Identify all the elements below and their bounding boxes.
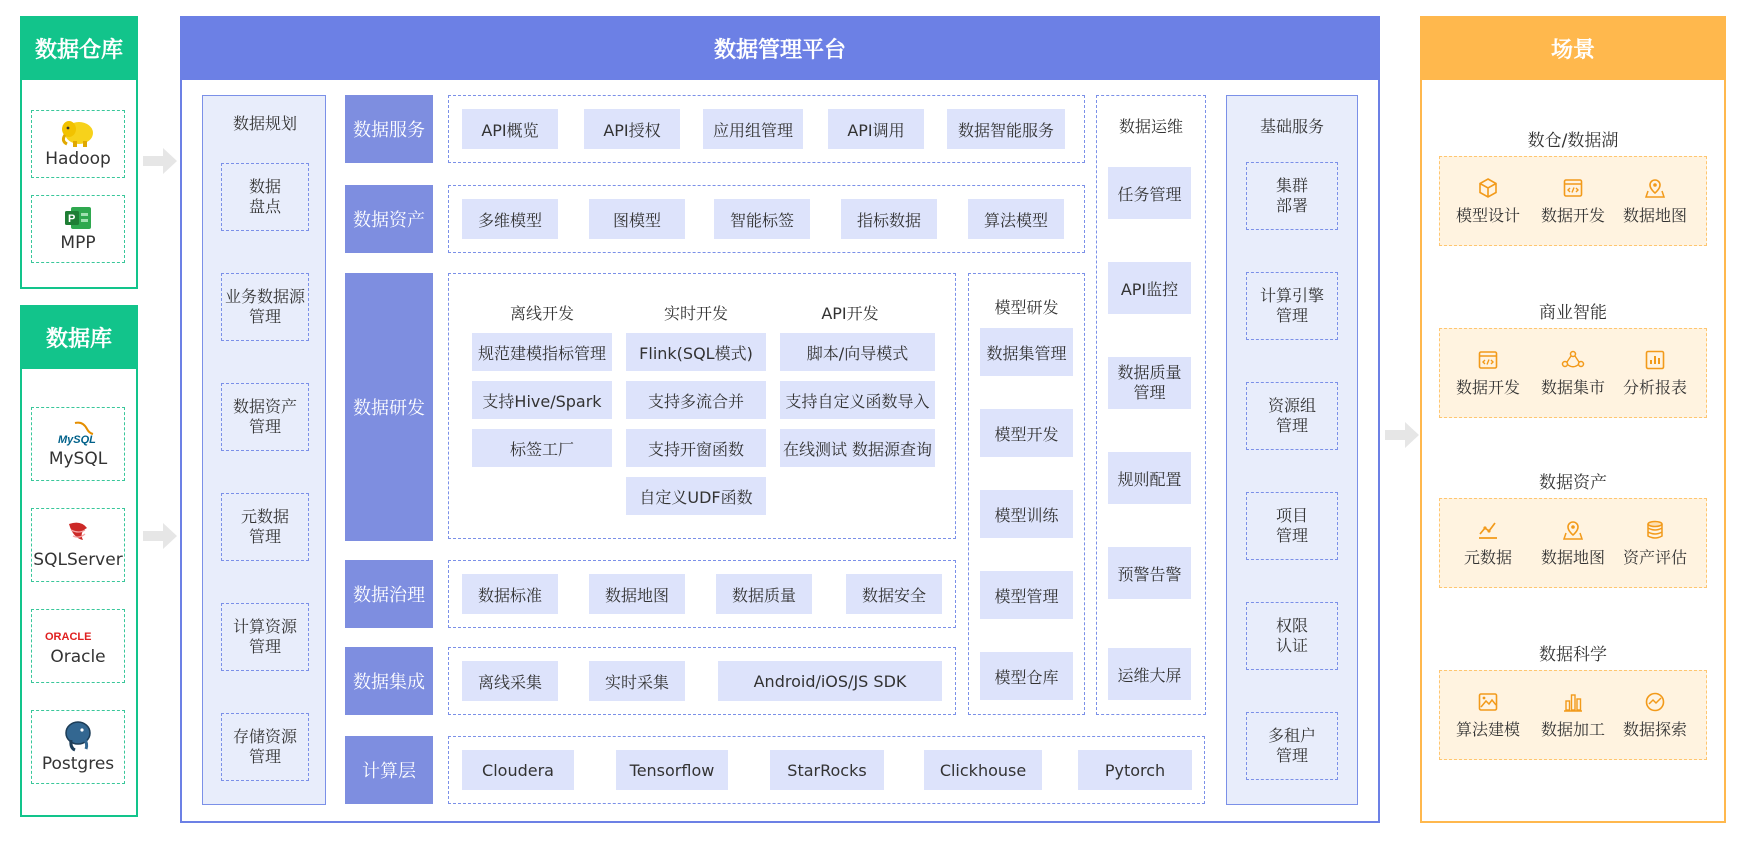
api-dev-title: API开发 bbox=[821, 303, 879, 323]
oracle-logo-icon bbox=[43, 625, 113, 645]
mpp-icon bbox=[63, 205, 93, 231]
planning-item-data-asset[interactable]: 数据资产 管理 bbox=[221, 383, 309, 451]
chip-multi-stream[interactable]: 支持多流合并 bbox=[626, 381, 766, 419]
scene-item-metadata[interactable]: 元数据 bbox=[1450, 512, 1526, 574]
scenes-title: 场景 bbox=[1420, 16, 1726, 80]
chip-hive-spark[interactable]: 支持Hive/Spark bbox=[472, 381, 612, 419]
sqlserver-icon bbox=[63, 520, 93, 548]
map-pin-icon bbox=[1644, 177, 1666, 199]
ops-item-api-monitor[interactable]: API监控 bbox=[1108, 262, 1191, 314]
offline-dev-title: 离线开发 bbox=[509, 303, 574, 323]
scene-item-model-design[interactable]: 模型设计 bbox=[1450, 170, 1526, 232]
arrow-platform-to-scenes-icon bbox=[1385, 420, 1421, 450]
hadoop-card[interactable] bbox=[31, 110, 125, 178]
model-dev-title: 模型研发 bbox=[994, 297, 1059, 317]
scene-group-title-asset: 数据资产 bbox=[1539, 472, 1607, 493]
chip-custom-udf[interactable]: 自定义UDF函数 bbox=[626, 477, 766, 515]
chip-graph-model[interactable]: 图模型 bbox=[589, 199, 685, 239]
code-window-icon bbox=[1562, 177, 1584, 199]
oracle-card[interactable] bbox=[31, 609, 125, 683]
ops-item-quality[interactable]: 数据质量 管理 bbox=[1108, 357, 1191, 409]
scene-item-asset-eval[interactable]: 资产评估 bbox=[1617, 512, 1693, 574]
svg-text:MySQL: MySQL bbox=[58, 434, 96, 446]
mpp-label: MPP bbox=[60, 233, 96, 253]
chip-data-quality[interactable]: 数据质量 bbox=[716, 574, 812, 614]
sqlserver-card[interactable] bbox=[31, 508, 125, 582]
model-item-dataset[interactable]: 数据集管理 bbox=[980, 328, 1073, 376]
base-service-title: 基础服务 bbox=[1259, 116, 1324, 136]
base-item-multitenant[interactable]: 多租户 管理 bbox=[1246, 712, 1338, 780]
scene-item-data-map-2[interactable]: 数据地图 bbox=[1535, 512, 1611, 574]
planning-title: 数据规划 bbox=[232, 113, 297, 133]
chip-multidim-model[interactable]: 多维模型 bbox=[462, 199, 558, 239]
database-title: 数据库 bbox=[20, 305, 138, 369]
arrow-warehouse-to-platform-icon bbox=[143, 146, 179, 176]
planning-item-inventory[interactable]: 数据 盘点 bbox=[221, 163, 309, 231]
base-item-project[interactable]: 项目 管理 bbox=[1246, 492, 1338, 560]
scene-item-data-processing[interactable]: 数据加工 bbox=[1535, 684, 1611, 746]
chip-api-call[interactable]: API调用 bbox=[828, 109, 924, 149]
chip-tensorflow[interactable]: Tensorflow bbox=[616, 750, 728, 790]
chip-online-test-query[interactable]: 在线测试 数据源查询 bbox=[780, 429, 935, 467]
scene-item-data-dev-2[interactable]: 数据开发 bbox=[1450, 342, 1526, 404]
scene-item-report[interactable]: 分析报表 bbox=[1617, 342, 1693, 404]
chip-cloudera[interactable]: Cloudera bbox=[462, 750, 574, 790]
gauge-icon bbox=[1644, 691, 1666, 713]
map-pin-icon bbox=[1562, 519, 1584, 541]
category-data-service: 数据服务 bbox=[345, 95, 433, 163]
chip-app-group[interactable]: 应用组管理 bbox=[703, 109, 803, 149]
postgres-label: Postgres bbox=[41, 754, 115, 774]
base-item-engine[interactable]: 计算引擎 管理 bbox=[1246, 272, 1338, 340]
chip-flink-sql[interactable]: Flink(SQL模式) bbox=[626, 333, 766, 371]
scene-group-title-warehouse-lake: 数仓/数据湖 bbox=[1527, 130, 1619, 151]
code-window-icon bbox=[1477, 349, 1499, 371]
arrow-database-to-platform-icon bbox=[143, 521, 179, 551]
chip-pytorch[interactable]: Pytorch bbox=[1078, 750, 1192, 790]
database-panel bbox=[20, 305, 138, 817]
bar-report-icon bbox=[1644, 349, 1666, 371]
platform-title: 数据管理平台 bbox=[180, 16, 1380, 80]
sqlserver-label: SQLServer bbox=[33, 550, 123, 570]
planning-item-compute-resource[interactable]: 计算资源 管理 bbox=[221, 603, 309, 671]
oracle-label: Oracle bbox=[50, 647, 106, 667]
mpp-card[interactable] bbox=[31, 195, 125, 263]
chip-data-map[interactable]: 数据地图 bbox=[589, 574, 685, 614]
model-item-repository[interactable]: 模型仓库 bbox=[980, 652, 1073, 700]
ops-item-task[interactable]: 任务管理 bbox=[1108, 167, 1191, 219]
coin-stack-icon bbox=[1644, 519, 1666, 541]
ops-item-dashboard[interactable]: 运维大屏 bbox=[1108, 648, 1191, 700]
postgres-card[interactable] bbox=[31, 710, 125, 784]
base-item-permission[interactable]: 权限 认证 bbox=[1246, 602, 1338, 670]
chip-data-security[interactable]: 数据安全 bbox=[846, 574, 942, 614]
chip-smart-tag[interactable]: 智能标签 bbox=[714, 199, 810, 239]
chip-custom-function-import[interactable]: 支持自定义函数导入 bbox=[780, 381, 935, 419]
mysql-dolphin-icon bbox=[55, 419, 101, 447]
model-item-manage[interactable]: 模型管理 bbox=[980, 571, 1073, 619]
scene-item-algorithm-modeling[interactable]: 算法建模 bbox=[1450, 684, 1526, 746]
metadata-icon bbox=[1477, 519, 1499, 541]
ops-item-alert[interactable]: 预警告警 bbox=[1108, 547, 1191, 599]
category-data-asset: 数据资产 bbox=[345, 185, 433, 253]
chip-data-standard[interactable]: 数据标准 bbox=[462, 574, 558, 614]
chip-algorithm-model[interactable]: 算法模型 bbox=[968, 199, 1064, 239]
network-icon bbox=[1561, 349, 1585, 371]
scene-item-data-dev[interactable]: 数据开发 bbox=[1535, 170, 1611, 232]
scene-group-title-science: 数据科学 bbox=[1539, 644, 1607, 665]
category-data-integration: 数据集成 bbox=[345, 647, 433, 715]
svg-text:ORACLE: ORACLE bbox=[45, 631, 92, 643]
planning-column bbox=[202, 95, 326, 805]
warehouse-panel bbox=[20, 16, 138, 289]
mysql-card[interactable] bbox=[31, 407, 125, 481]
cube-icon bbox=[1477, 177, 1499, 199]
image-chart-icon bbox=[1477, 691, 1499, 713]
chip-data-intelligence[interactable]: 数据智能服务 bbox=[947, 109, 1065, 149]
hadoop-elephant-icon bbox=[59, 119, 97, 147]
hadoop-label: Hadoop bbox=[45, 149, 111, 169]
planning-item-business-source[interactable]: 业务数据源 管理 bbox=[221, 273, 309, 341]
ops-title: 数据运维 bbox=[1118, 116, 1183, 136]
chip-starrocks[interactable]: StarRocks bbox=[770, 750, 884, 790]
scene-item-data-mart[interactable]: 数据集市 bbox=[1535, 342, 1611, 404]
chip-offline-collect[interactable]: 离线采集 bbox=[462, 661, 558, 701]
chip-sdk[interactable]: Android/iOS/JS SDK bbox=[718, 661, 942, 701]
warehouse-title: 数据仓库 bbox=[20, 16, 138, 80]
planning-item-metadata[interactable]: 元数据 管理 bbox=[221, 493, 309, 561]
category-data-governance: 数据治理 bbox=[345, 560, 433, 628]
base-item-resource-group[interactable]: 资源组 管理 bbox=[1246, 382, 1338, 450]
realtime-dev-title: 实时开发 bbox=[663, 303, 728, 323]
ops-item-rules[interactable]: 规则配置 bbox=[1108, 452, 1191, 504]
category-compute-layer: 计算层 bbox=[345, 736, 433, 804]
chip-realtime-collect[interactable]: 实时采集 bbox=[589, 661, 685, 701]
chip-script-wizard[interactable]: 脚本/向导模式 bbox=[780, 333, 935, 371]
mysql-label: MySQL bbox=[48, 449, 108, 469]
planning-item-storage-resource[interactable]: 存储资源 管理 bbox=[221, 713, 309, 781]
model-item-train[interactable]: 模型训练 bbox=[980, 490, 1073, 538]
postgres-elephant-icon bbox=[61, 720, 95, 752]
svg-text:P: P bbox=[68, 213, 76, 225]
chip-api-authorize[interactable]: API授权 bbox=[584, 109, 680, 149]
chip-tag-factory[interactable]: 标签工厂 bbox=[472, 429, 612, 467]
model-item-develop[interactable]: 模型开发 bbox=[980, 409, 1073, 457]
chip-metric-data[interactable]: 指标数据 bbox=[841, 199, 937, 239]
chip-api-overview[interactable]: API概览 bbox=[462, 109, 558, 149]
scene-item-data-map[interactable]: 数据地图 bbox=[1617, 170, 1693, 232]
chip-window-function[interactable]: 支持开窗函数 bbox=[626, 429, 766, 467]
chip-clickhouse[interactable]: Clickhouse bbox=[924, 750, 1042, 790]
category-data-research: 数据研发 bbox=[345, 273, 433, 541]
scene-group-title-bi: 商业智能 bbox=[1539, 302, 1607, 323]
base-item-cluster[interactable]: 集群 部署 bbox=[1246, 162, 1338, 230]
scene-item-data-explore[interactable]: 数据探索 bbox=[1617, 684, 1693, 746]
chip-modeling-metrics[interactable]: 规范建模指标管理 bbox=[472, 333, 612, 371]
column-chart-icon bbox=[1562, 691, 1584, 713]
